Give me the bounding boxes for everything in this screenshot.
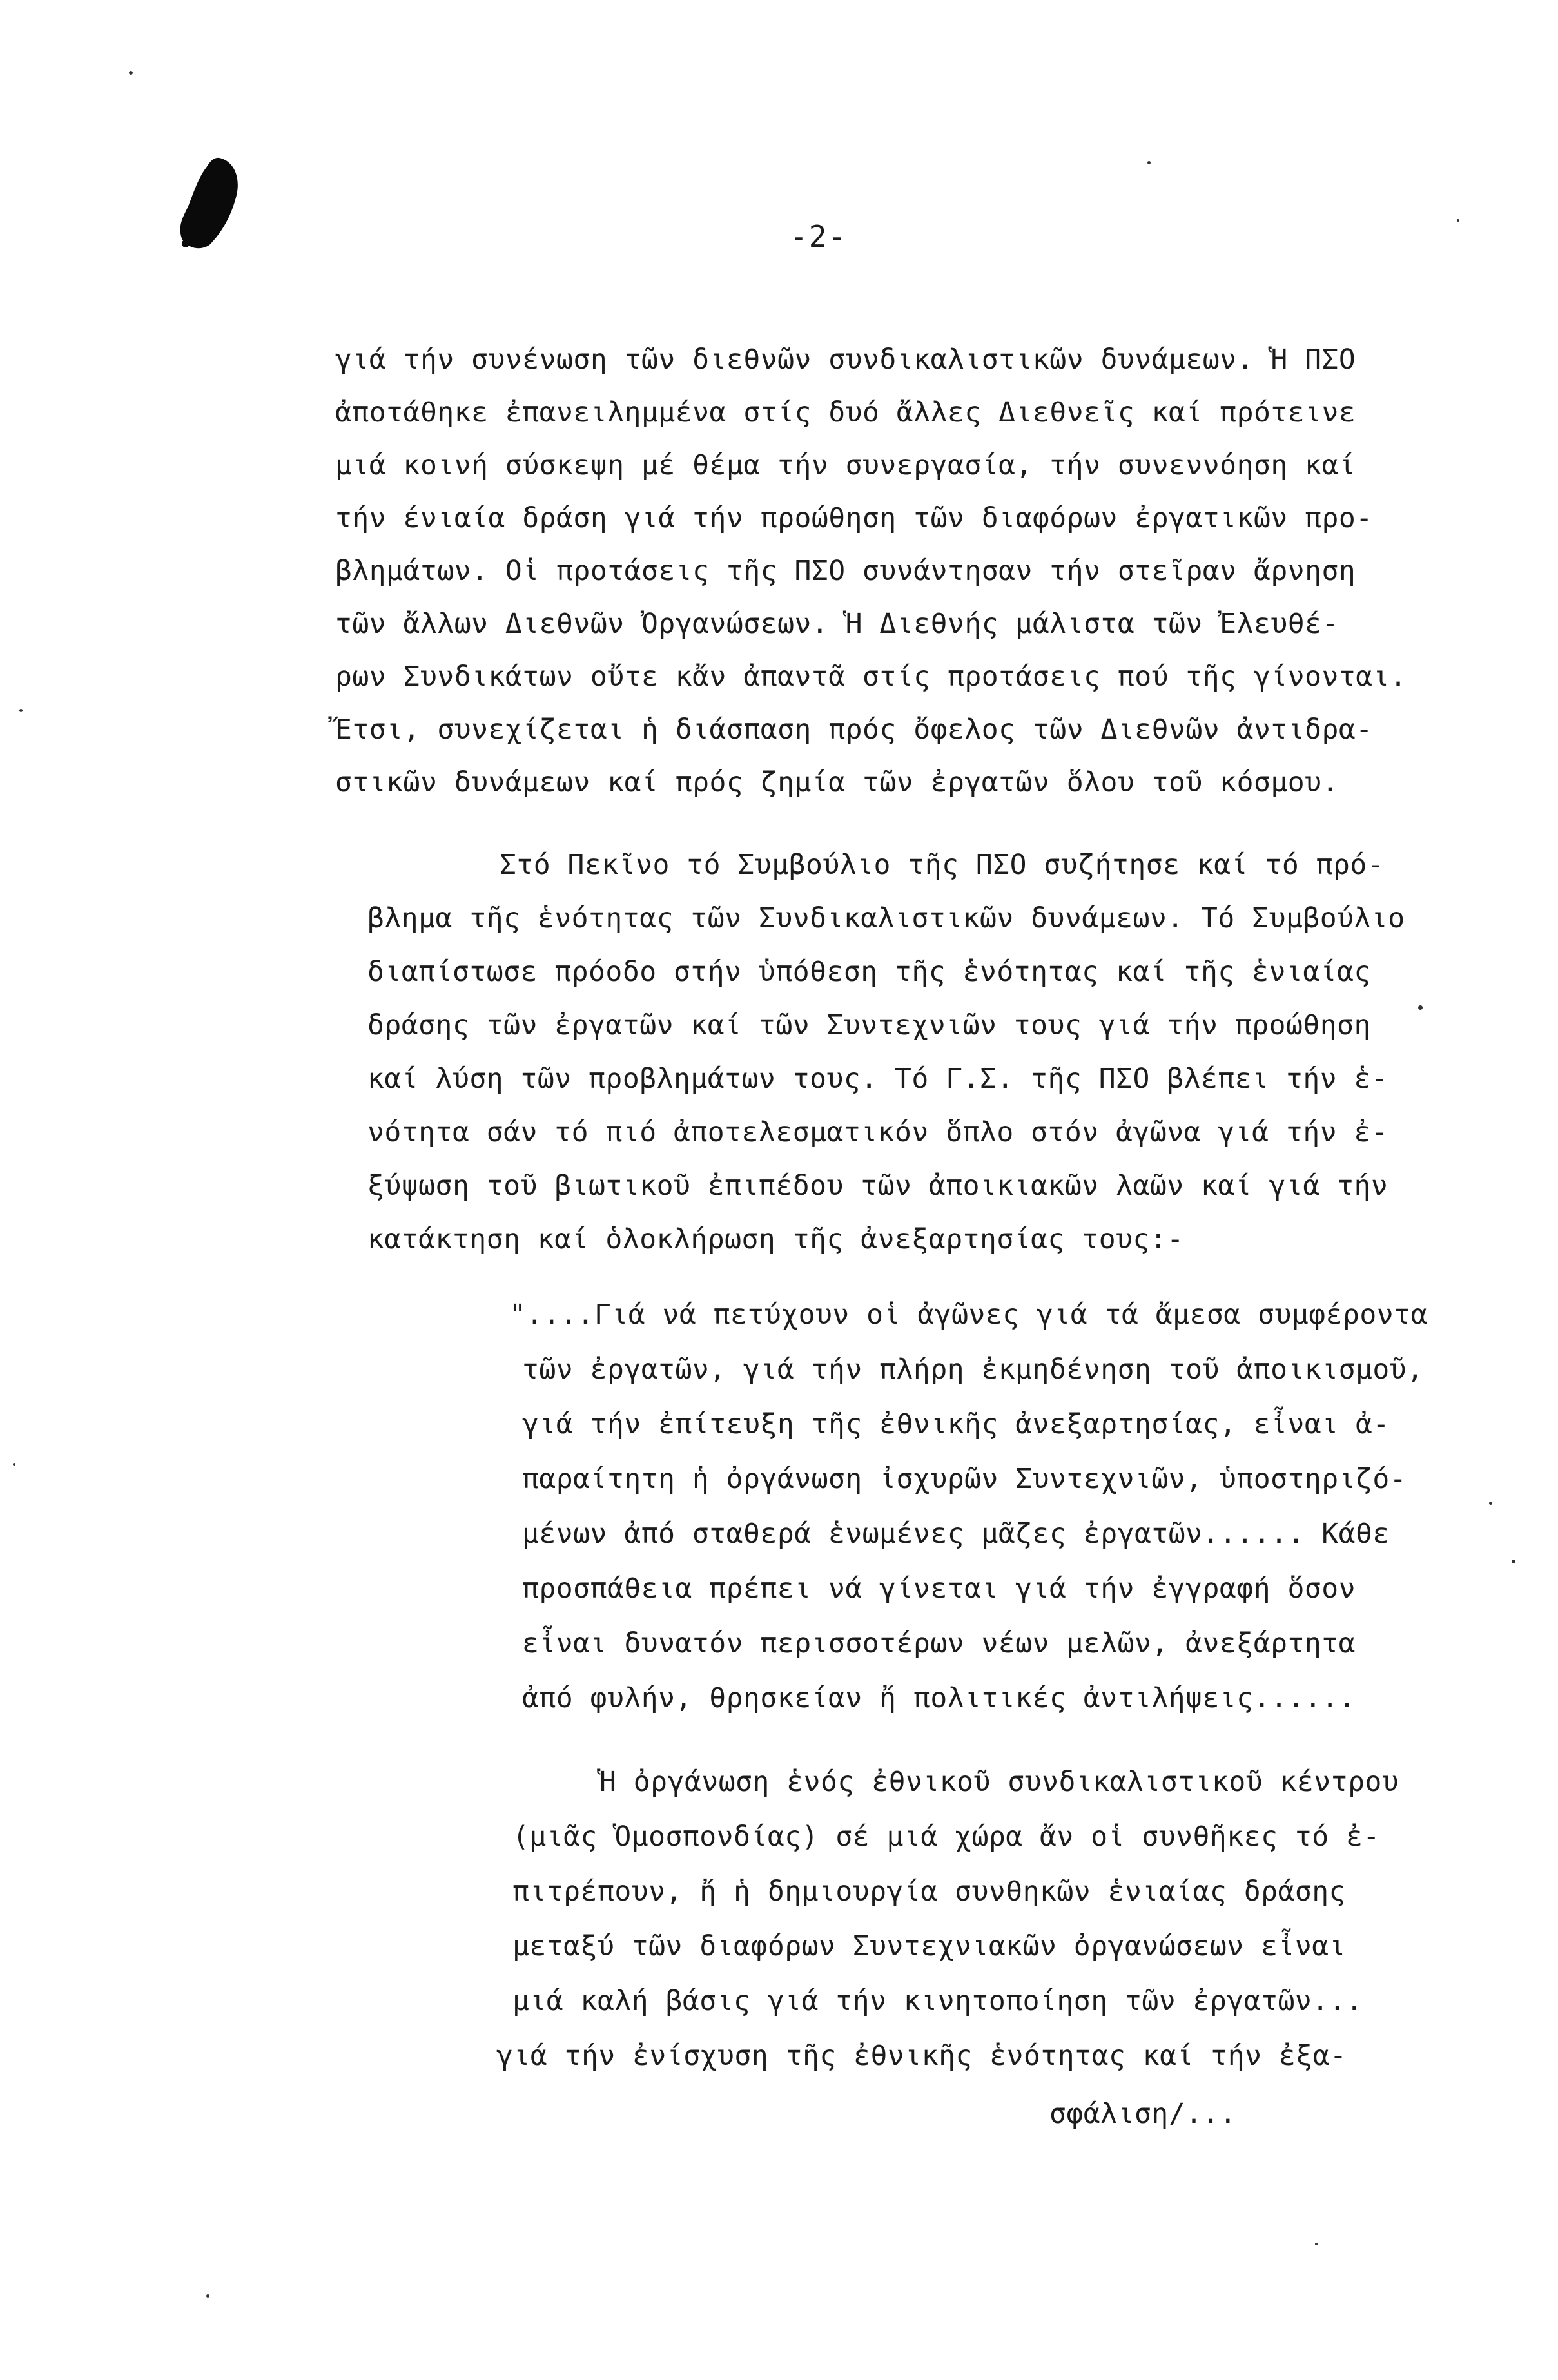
quote-line: μένων ἀπό σταθερά ἑνωμένες μᾶζες ἐργατῶν...... Κάθε [522, 1518, 1390, 1550]
paragraph1-line: Ἔτσι, συνεχίζεται ἡ διάσπαση πρός ὄφελος τῶν Διεθνῶν ἀντιδρα- [335, 713, 1373, 746]
paragraph1-line: μιά κοινή σύσκεψη μέ θέμα τήν συνεργασία, τήν συνεννόηση καί [335, 449, 1356, 481]
paragraph3-line: Ἡ ὀργάνωση ἑνός ἐθνικοῦ συνδικαλιστικοῦ κέντρου [599, 1766, 1399, 1798]
scan-speck [206, 2294, 209, 2298]
paragraph3-line: μιά καλή βάσις γιά τήν κινητοποίηση τῶν ἐργατῶν... [512, 1985, 1363, 2017]
paragraph2-line: διαπίστωσε πρόοδο στήν ὑπόθεση τῆς ἑνότητας καί τῆς ἑνιαίας [367, 956, 1371, 988]
paragraph3-line: μεταξύ τῶν διαφόρων Συντεχνιακῶν ὀργανώσεων εἶναι [512, 1930, 1347, 1962]
quote-line: "....Γιά νά πετύχουν οἱ ἀγῶνες γιά τά ἄμεσα συμφέροντα [509, 1299, 1428, 1331]
paragraph3-line: γιά τήν ἐνίσχυση τῆς ἐθνικῆς ἑνότητας καί τήν ἐξα- [496, 2040, 1347, 2072]
paragraph1-line: στικῶν δυνάμεων καί πρός ζημία τῶν ἐργατῶν ὅλου τοῦ κόσμου. [335, 766, 1339, 798]
paragraph1-line: γιά τήν συνένωση τῶν διεθνῶν συνδικαλιστικῶν δυνάμεων. Ἡ ΠΣΟ [335, 343, 1356, 376]
paragraph2-line: δράσης τῶν ἐργατῶν καί τῶν Συντεχνιῶν τους γιά τήν προώθηση [367, 1009, 1371, 1041]
paragraph1-line: τήν ένιαία δράση γιά τήν προώθηση τῶν διαφόρων ἐργατικῶν προ- [335, 502, 1373, 534]
scan-speck [1315, 2243, 1318, 2245]
quote-line: παραίτητη ἡ ὀργάνωση ἰσχυρῶν Συντεχνιῶν, ὑποστηριζό- [522, 1463, 1407, 1495]
paragraph2-line: ξύψωση τοῦ βιωτικοῦ ἐπιπέδου τῶν ἀποικιακῶν λαῶν καί γιά τήν [367, 1170, 1388, 1202]
paragraph1-line: τῶν ἄλλων Διεθνῶν Ὀργανώσεων. Ἡ Διεθνής μάλιστα τῶν Ἐλευθέ- [335, 608, 1339, 640]
paragraph3-line: (μιᾶς Ὁμοσπονδίας) σέ μιά χώρα ἄν οἱ συνθῆκες τό ἐ- [512, 1821, 1380, 1853]
scan-speck [1418, 1005, 1423, 1010]
quote-line: τῶν ἐργατῶν, γιά τήν πλήρη ἐκμηδένηση τοῦ ἀποικισμοῦ, [522, 1353, 1424, 1386]
paragraph2-line: Στό Πεκῖνο τό Συμβούλιο τῆς ΠΣΟ συζήτησε καί τό πρό- [500, 849, 1385, 881]
scan-speck [129, 71, 133, 75]
ink-blot [174, 155, 245, 251]
paragraph1-line: ἀποτάθηκε ἐπανειλημμένα στίς δυό ἄλλες Διεθνεῖς καί πρότεινε [335, 396, 1356, 429]
paragraph1-line: βλημάτων. Οἱ προτάσεις τῆς ΠΣΟ συνάντησαν τήν στεῖραν ἄρνηση [335, 555, 1356, 587]
paragraph3-line: πιτρέπουν, ἤ ἡ δημιουργία συνθηκῶν ἑνιαίας δράσης [512, 1875, 1347, 1908]
paragraph2-line: βλημα τῆς ἑνότητας τῶν Συνδικαλιστικῶν δυνάμεων. Τό Συμβούλιο [367, 902, 1405, 934]
scan-speck [19, 709, 23, 712]
paragraph1-line: ρων Συνδικάτων οὔτε κἄν ἀπαντᾶ στίς προτάσεις πού τῆς γίνονται. [335, 661, 1407, 693]
paragraph2-line: κατάκτηση καί ὁλοκλήρωση τῆς ἀνεξαρτησίας τους:- [367, 1223, 1184, 1255]
continuation-marker: σφάλιση/... [1049, 2098, 1237, 2130]
quote-line: γιά τήν ἐπίτευξη τῆς ἐθνικῆς ἀνεξαρτησίας, εἶναι ἀ- [522, 1408, 1390, 1440]
quote-line: ἀπό φυλήν, θρησκείαν ἤ πολιτικές ἀντιλήψεις...... [522, 1682, 1356, 1714]
quote-line: προσπάθεια πρέπει νά γίνεται γιά τήν ἐγγραφή ὅσον [522, 1572, 1356, 1605]
scan-speck [1489, 1502, 1492, 1505]
scan-speck [1512, 1560, 1515, 1563]
page-number: -2- [790, 219, 848, 254]
scan-speck [13, 1463, 15, 1466]
paragraph2-line: καί λύση τῶν προβλημάτων τους. Τό Γ.Σ. τῆς ΠΣΟ βλέπει τήν ἑ- [367, 1063, 1388, 1095]
scan-speck [1457, 219, 1459, 222]
quote-line: εἶναι δυνατόν περισσοτέρων νέων μελῶν, ἀνεξάρτητα [522, 1627, 1356, 1659]
scan-speck [1147, 161, 1151, 164]
paragraph2-line: νότητα σάν τό πιό ἀποτελεσματικόν ὅπλο στόν ἀγῶνα γιά τήν ἐ- [367, 1116, 1388, 1148]
